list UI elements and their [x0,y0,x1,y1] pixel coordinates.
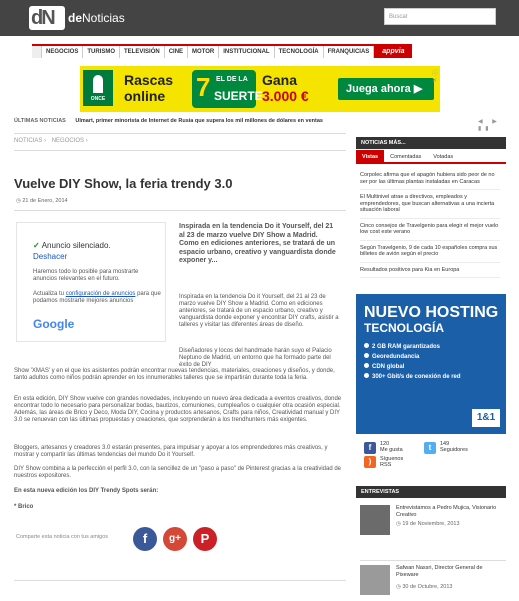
sidebar-heading-most: NOTICIAS MÁS... [356,137,506,149]
ad-silenced-message: ✓ Anuncio silenciado. [33,241,111,250]
social-counters [360,440,506,468]
interview-date: ◷ 30 de Octubre, 2013 [396,584,453,590]
ad-gana-text: Gana 3.000 € [262,72,309,104]
divider [14,150,346,151]
home-icon[interactable] [32,46,42,58]
sidebar-heading-interviews: ENTREVISTAS [356,486,506,498]
bullet-icon [364,343,369,348]
check-icon: ✓ [33,241,40,250]
article-paragraph: En esta edición, DIY Show vuelve con grandes novedades, incluyendo un nuevo área dedicada a eventos creativos, donde encontrar todo lo necesario para personalizar bodas, bautizos, comuniones, cumpleaños o cualquier otra ocasión especial. Además, las áreas de Brico y Deco, Moda DIY, Cocina y productos artesanos, Crafts para niños, Creatividad manual y DIY 3.0 se renuevan con las últimas propuestas y creaciones, que sorprenderán a los trendhunters más exigentes. [14,396,342,423]
list-item[interactable]: Corpolec afirma que el apagón hubiera sido peor de no ser por las últimas plantas instaladas en Caracas [360,172,500,190]
breadcrumb [14,138,92,144]
news-ticker [14,118,504,130]
nav-item-turismo[interactable]: TURISMO [83,46,120,58]
ad-settings-text: Actualiza tu configuración de anuncios para que podamos mostrarte mejores anuncios [33,291,161,304]
rss-label[interactable]: Síguenos RSS [380,456,404,468]
nav-wrap [0,36,519,64]
nav-item-cine[interactable]: CINE [165,46,188,58]
logo-mark: dN [31,7,54,29]
nav-item-appvia[interactable]: appvia [374,46,412,58]
article-paragraph: DIY Show combina a la perfección el perfil 3.0, con la sencillez de un "paso a paso" de Pinterest gracias a la creatividad de nuestros expositores. [14,466,342,479]
article-lead: Inspirada en la tendencia Do it Yourself, del 21 al 23 de marzo vuelve DIY Show a Madrid. Como en ediciones anteriores, se tratará de un espacio urbano, creativo y vanguardista donde exponer y... [179,223,336,265]
list-item[interactable]: Según Travelgenio, 9 de cada 10 españoles compra sus billetes de avión según el precio [360,245,500,263]
interview-title[interactable]: Entrevistamos a Pedro Mujica, Visionario Creativo [396,505,497,518]
once-figure-icon [93,75,103,93]
hosting-feature: 300+ Gbit/s de conexión de red [364,372,461,382]
tab-comentadas[interactable]: Comentadas [390,154,422,160]
hosting-brand-logo: 1&1 [472,409,500,427]
interview-item[interactable] [360,505,506,541]
tab-votadas[interactable]: Votadas [433,154,454,160]
site-logo[interactable] [29,6,65,30]
nav-item-motor[interactable]: MOTOR [188,46,219,58]
article-title: Vuelve DIY Show, la feria trendy 3.0 [14,176,233,191]
list-item[interactable]: El Multinivel atrae a directivos, empleados y emprendedores, que buscan alternativas a una incierta situación laboral [360,194,500,219]
share-label: Comparte esta noticia con tus amigos [16,534,109,540]
interview-thumbnail [360,565,390,595]
ad-rascas-text: Rascas online [124,72,174,104]
most-viewed-list [360,172,500,282]
main-nav [32,44,412,58]
bullet-icon [364,363,369,368]
nav-item-television[interactable]: TELEVISIÓN [120,46,165,58]
tab-vistas[interactable]: Vistas [356,150,384,162]
hosting-feature: Georedundancia [364,352,461,362]
twitter-icon[interactable]: t [424,442,436,454]
clock-icon: ◷ [16,198,23,204]
nav-item-negocios[interactable]: NEGOCIOS [42,46,83,58]
ad-settings-link[interactable]: configuración de anuncios [65,291,136,297]
hosting-feature: 2 GB RAM garantizados [364,342,461,352]
sidebar-tabs [356,150,506,164]
undo-link[interactable]: Deshacer [33,252,68,261]
ad-close-icon[interactable]: ⓘ ✕ [432,71,439,84]
ticker-label: ÚLTIMAS NOTICIAS [14,118,66,124]
ticker-headline[interactable]: Ulmart, primer minorista de Internet de Rusia que supera los mil millones de dólares en ventas [75,118,323,124]
ad-seven-badge: 7 EL DE LA SUERTE [192,70,256,108]
breadcrumb-negocios[interactable]: NEGOCIOS › [51,138,88,144]
divider [14,210,346,211]
ticker-controls[interactable]: ◀ ▶ ▮▮ [478,119,501,132]
hosting-title: NUEVO HOSTING [364,304,499,321]
bullet-icon [364,353,369,358]
article-paragraph: Inspirada en la tendencia Do it Yourself, del 21 al 23 de marzo vuelve DIY Show a Madrid. Como en ediciones anteriores, se tratará de un espacio urbano, creativo y vanguardista donde exponer y encontrar DIY crafts, asistir a talleres y visitar las diferentes áreas de diseño. [179,294,339,328]
facebook-share-icon[interactable]: f [133,527,157,551]
interview-item[interactable] [360,565,506,601]
clock-icon: ◷ [396,521,403,527]
list-item[interactable]: Resultados positivos para Kia en Europa [360,267,500,279]
bullet-icon [364,373,369,378]
divider [360,560,506,561]
list-item[interactable]: Cinco consejos de Travelgenio para elegir el mejor vuelo low cost este verano [360,223,500,241]
in-article-ad [16,222,166,342]
clock-icon: ◷ [396,584,403,590]
facebook-count: 120 Me gusta [380,441,403,453]
nav-item-tecnologia[interactable]: TECNOLOGÍA [275,46,324,58]
ad-play-button[interactable]: Juega ahora ▶ [338,78,434,100]
rss-icon[interactable]: ) [364,456,376,468]
interview-thumbnail [360,505,390,535]
search-input[interactable]: Buscar [384,8,496,25]
once-logo: ONCE [83,70,113,106]
google-logo: Google [33,317,75,331]
nav-item-institucional[interactable]: INSTITUCIONAL [219,46,274,58]
interview-title[interactable]: Safwan Nassri, Director General de Pixeware [396,565,483,578]
article-bullet: * Brico [14,504,34,510]
divider [14,580,346,581]
site-name[interactable]: deNoticias [68,11,125,25]
ad-banner[interactable] [80,66,440,112]
article-subheading: En esta nueva edición los DIY Trendy Spots serán: [14,488,159,494]
hosting-subtitle: TECNOLOGÍA [364,321,444,335]
article-paragraph: Bloggers, artesanos y creadores 3.0 estarán presentes, para impulsar y apoyar a los emprendedores más creativos, y mostrar y compartir las últimas tendencias del mundo Do it Yourself. [14,445,328,458]
article-date: ◷ 21 de Enero, 2014 [16,198,68,204]
hosting-ad[interactable] [356,294,506,434]
breadcrumb-noticias[interactable]: NOTICIAS › [14,138,47,144]
pinterest-share-icon[interactable]: P [193,527,217,551]
twitter-count: 149 Seguidores [440,441,468,453]
divider [14,133,346,134]
interview-date: ◷ 19 de Noviembre, 2013 [396,521,460,527]
top-bar [0,0,519,36]
google-plus-share-icon[interactable]: g+ [163,527,187,551]
hosting-features [364,342,461,382]
ad-info-text: Haremos todo lo posible para mostrarte anuncios relevantes en el futuro. [33,269,139,282]
hosting-feature: CDN global [364,362,461,372]
article-paragraph: Diseñadores y locos del handmade harán suyo el Palacio Neptuno de Madrid, un entorno que ha formado parte del éxito de DIY [179,348,332,368]
nav-item-franquicias[interactable]: FRANQUICIAS [324,46,375,58]
article-paragraph: Show 'XMAS' y en el que los asistentes podrán encontrar nuevas tendencias, materiales, creaciones y diseños, y donde, tanto adultos como niños podrán aprender en los innumerables talleres que se impartirán durante toda la feria. [14,368,335,381]
facebook-icon[interactable]: f [364,442,376,454]
